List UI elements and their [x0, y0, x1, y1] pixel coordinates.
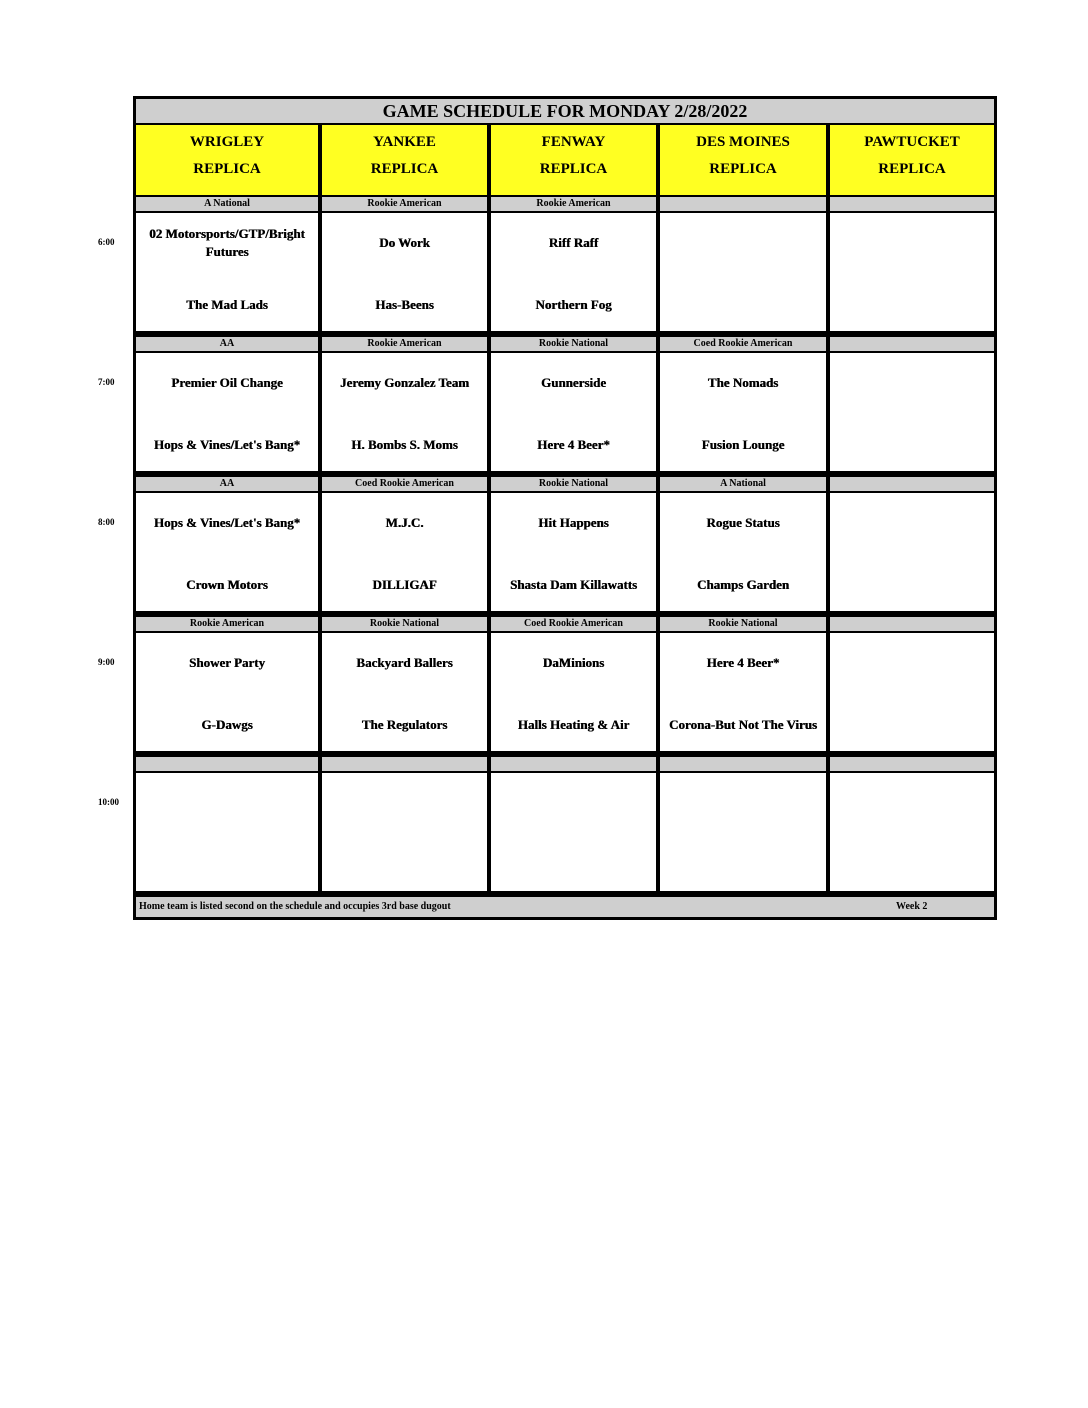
game-cell	[491, 353, 656, 471]
game-cell	[660, 213, 826, 331]
away-team	[832, 223, 992, 263]
game-cell	[830, 773, 994, 891]
home-team: Hops & Vines/Let's Bang*	[153, 437, 301, 452]
field-sub: REPLICA	[709, 161, 777, 177]
division-label	[830, 757, 994, 771]
away-team	[832, 363, 992, 403]
division-label: Rookie American	[322, 337, 487, 351]
away-team	[324, 783, 485, 823]
division-label: Coed Rookie American	[660, 337, 826, 351]
field-sub: REPLICA	[370, 161, 439, 177]
division-label: Rookie National	[660, 617, 826, 631]
division-label	[830, 477, 994, 491]
away-team: Riff Raff	[548, 235, 599, 250]
game-cell	[830, 353, 994, 471]
division-label: Rookie American	[322, 197, 487, 211]
away-team	[138, 783, 316, 823]
game-cell	[491, 493, 656, 611]
away-team: Rogue Status	[706, 515, 780, 530]
time-label: 6:00	[98, 237, 115, 247]
division-label: AA	[136, 337, 318, 351]
field-name: PAWTUCKET	[864, 134, 960, 150]
schedule-footer	[136, 897, 994, 917]
division-label	[491, 757, 656, 771]
away-team: Premier Oil Change	[171, 375, 283, 390]
home-team	[662, 845, 824, 885]
division-label: Rookie National	[322, 617, 487, 631]
time-label: 7:00	[98, 377, 115, 387]
home-team	[832, 845, 992, 885]
away-team: Gunnerside	[540, 375, 606, 390]
footer-week: Week 2	[896, 901, 928, 912]
field-sub: REPLICA	[878, 161, 946, 177]
home-team: Northern Fog	[535, 297, 612, 312]
field-name: WRIGLEY	[189, 134, 265, 150]
game-cell	[136, 213, 318, 331]
division-label: Coed Rookie American	[491, 617, 656, 631]
game-cell	[660, 633, 826, 751]
division-label: Rookie National	[491, 337, 656, 351]
home-team: Halls Heating & Air	[517, 717, 630, 732]
game-cell	[491, 633, 656, 751]
away-team	[832, 503, 992, 543]
away-team: Do Work	[379, 235, 430, 250]
time-label: 9:00	[98, 657, 115, 667]
away-team: The Nomads	[707, 375, 779, 390]
home-team	[324, 845, 485, 885]
game-cell	[136, 633, 318, 751]
away-team	[832, 783, 992, 823]
division-label	[136, 757, 318, 771]
division-label: A National	[660, 477, 826, 491]
division-label: Rookie American	[491, 197, 656, 211]
home-team	[832, 705, 992, 745]
away-team: DaMinions	[542, 655, 605, 670]
home-team	[493, 845, 654, 885]
game-cell	[491, 213, 656, 331]
home-team: The Regulators	[361, 717, 448, 732]
time-label: 8:00	[98, 517, 115, 527]
away-team	[662, 223, 824, 263]
field-header-pawtucket	[830, 125, 994, 195]
division-label: Rookie National	[491, 477, 656, 491]
footer-note: Home team is listed second on the schedule and occupies 3rd base dugout	[139, 901, 451, 912]
division-label	[660, 197, 826, 211]
away-team: Hit Happens	[538, 515, 609, 530]
field-name: FENWAY	[541, 134, 606, 150]
away-team	[662, 783, 824, 823]
field-header-yankee	[322, 125, 487, 195]
home-team	[138, 845, 316, 885]
home-team: Champs Garden	[696, 577, 790, 592]
home-team	[832, 285, 992, 325]
home-team: H. Bombs S. Moms	[351, 437, 458, 452]
home-team: Here 4 Beer*	[537, 437, 610, 452]
division-label	[830, 197, 994, 211]
home-team: Fusion Lounge	[701, 437, 785, 452]
home-team: Crown Motors	[186, 577, 268, 592]
away-team: Jeremy Gonzalez Team	[339, 375, 469, 390]
game-cell	[660, 773, 826, 891]
field-name: DES MOINES	[696, 134, 790, 150]
game-cell	[322, 773, 487, 891]
away-team: Backyard Ballers	[356, 655, 453, 670]
game-cell	[136, 353, 318, 471]
away-team: M.J.C.	[385, 515, 424, 530]
home-team: G-Dawgs	[201, 717, 253, 732]
home-team	[832, 565, 992, 605]
field-header-wrigley	[136, 125, 318, 195]
home-team	[832, 425, 992, 465]
division-label: Rookie American	[136, 617, 318, 631]
field-sub: REPLICA	[193, 161, 261, 177]
away-team	[832, 643, 992, 683]
division-label	[660, 757, 826, 771]
game-cell	[491, 773, 656, 891]
field-header-fenway	[491, 125, 656, 195]
field-sub: REPLICA	[539, 161, 608, 177]
schedule-title: GAME SCHEDULE FOR MONDAY 2/28/2022	[136, 99, 994, 123]
game-cell	[136, 493, 318, 611]
time-label: 10:00	[98, 797, 119, 807]
game-cell	[660, 493, 826, 611]
game-cell	[830, 633, 994, 751]
field-header-des-moines	[660, 125, 826, 195]
game-cell	[322, 493, 487, 611]
schedule-table	[133, 96, 997, 920]
division-label: Coed Rookie American	[322, 477, 487, 491]
home-team: Has-Beens	[375, 297, 434, 312]
game-cell	[660, 353, 826, 471]
division-label	[322, 757, 487, 771]
home-team: DILLIGAF	[372, 577, 437, 592]
home-team: Corona-But Not The Virus	[669, 717, 817, 732]
game-cell	[322, 353, 487, 471]
home-team: Shasta Dam Killawatts	[509, 577, 638, 592]
division-label: AA	[136, 477, 318, 491]
home-team: The Mad Lads	[186, 297, 268, 312]
game-cell	[136, 773, 318, 891]
game-cell	[322, 213, 487, 331]
division-label: A National	[136, 197, 318, 211]
game-cell	[322, 633, 487, 751]
home-team	[662, 285, 824, 325]
away-team: Here 4 Beer*	[706, 655, 780, 670]
division-label	[830, 337, 994, 351]
game-cell	[830, 213, 994, 331]
away-team: Hops & Vines/Let's Bang*	[153, 515, 301, 530]
away-team: 02 Motorsports/GTP/Bright Futures	[149, 226, 305, 259]
away-team	[493, 783, 654, 823]
away-team: Shower Party	[189, 655, 265, 670]
game-cell	[830, 493, 994, 611]
field-name: YANKEE	[373, 134, 436, 150]
division-label	[830, 617, 994, 631]
